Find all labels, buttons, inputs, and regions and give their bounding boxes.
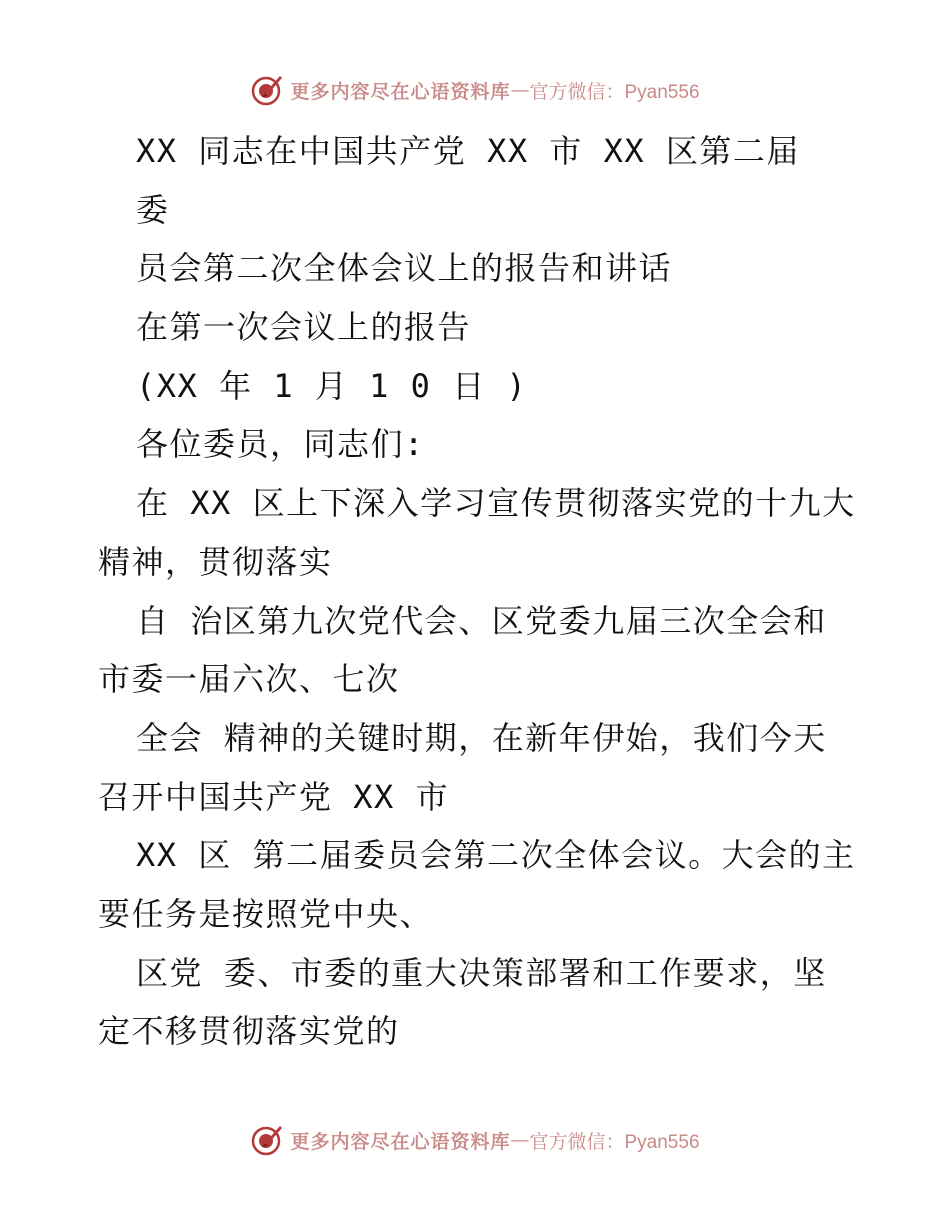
header-banner (0, 70, 950, 110)
banner-main-text: 更多内容尽在心语资料库 (290, 80, 511, 103)
document-line: 市委一届六次、七次 (98, 660, 400, 699)
document-line: XX 区 第二届委员会第二次全体会议。大会的主 (136, 836, 856, 875)
document-line: 区党 委、市委的重大决策部署和工作要求，坚 (136, 953, 827, 992)
document-line: 自 治区第九次党代会、区党委九届三次全会和 (136, 601, 827, 640)
document-body (98, 122, 868, 1061)
banner-separator: — (510, 1129, 530, 1151)
banner-separator: — (510, 79, 530, 101)
document-line: 在 XX 区上下深入学习宣传贯彻落实党的十九大 (136, 484, 856, 523)
document-line: 在第一次会议上的报告 (136, 308, 472, 347)
document-line: 召开中国共产党 XX 市 (98, 777, 450, 816)
document-line: 委 (136, 190, 170, 229)
quill-seal-logo-icon (250, 1123, 284, 1157)
document-line: 精神，贯彻落实 (98, 542, 333, 581)
document-line: 各位委员，同志们: (136, 425, 425, 464)
document-line: 要任务是按照党中央、 (98, 894, 434, 933)
quill-seal-logo-icon (250, 73, 284, 107)
document-line: XX 同志在中国共产党 XX 市 XX 区第二届 (136, 132, 800, 170)
document-line: 全会 精神的关键时期，在新年伊始，我们今天 (136, 718, 827, 757)
banner-main-text: 更多内容尽在心语资料库 (290, 1130, 511, 1153)
footer-banner (0, 1120, 950, 1160)
document-line: 定不移贯彻落实党的 (98, 1012, 400, 1051)
document-line: 员会第二次全体会议上的报告和讲话 (136, 249, 673, 288)
banner-wechat-text: 官方微信：Pyan556 (529, 1131, 700, 1153)
banner-wechat-text: 官方微信：Pyan556 (529, 81, 700, 103)
document-line: (XX 年 1 月 1 0 日 ) (136, 366, 528, 405)
